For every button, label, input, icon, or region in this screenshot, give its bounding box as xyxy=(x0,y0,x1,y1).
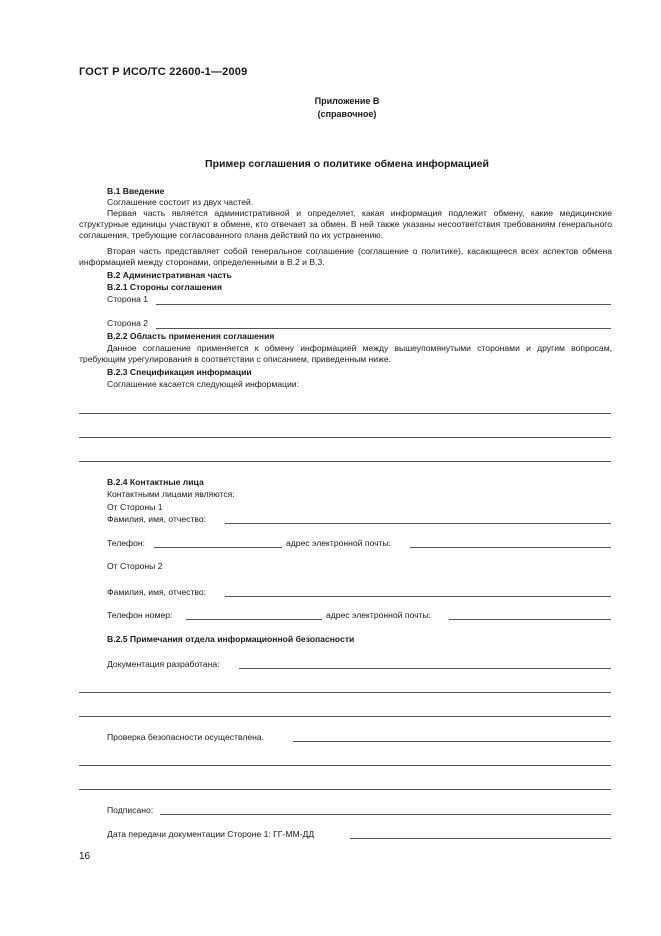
security-check-extra-line-1[interactable] xyxy=(79,765,611,766)
documentation-extra-line-2[interactable] xyxy=(79,716,611,717)
party-1-name-label: Фамилия, имя, отчество: xyxy=(107,514,207,524)
information-line-3[interactable] xyxy=(79,461,611,462)
information-line-1[interactable] xyxy=(79,413,611,414)
party-1-phone-line[interactable] xyxy=(154,547,282,548)
section-b24-heading: В.2.4 Контактные лица xyxy=(107,477,204,487)
section-b1-heading: В.1 Введение xyxy=(107,186,165,196)
party-1-phone-label: Телефон: xyxy=(107,538,146,548)
section-b1-paragraph-2: Первая часть является административной и определяет, какая информация подлежит обмену, какие медицинские структурные единицы участвуют в обмене, кто отвечает за обмен. В ней также указаны несоответствия требованиям генерального соглашения, требующие согласованного плана действий по их устранению. xyxy=(79,208,612,240)
security-check-line[interactable] xyxy=(293,741,611,742)
section-b25-heading: В.2.5 Примечания отдела информационной безопасности xyxy=(107,634,355,644)
transfer-date-line[interactable] xyxy=(350,838,611,839)
party-2-email-line[interactable] xyxy=(449,619,611,620)
party-1-label: Сторона 1 xyxy=(107,294,149,304)
appendix-title: Приложение В xyxy=(314,96,380,106)
security-check-extra-line-2[interactable] xyxy=(79,789,611,790)
party-2-email-label: адрес электронной почты: xyxy=(326,610,432,620)
party-2-phone-line[interactable] xyxy=(186,619,322,620)
party-2-label: Сторона 2 xyxy=(107,318,149,328)
party-1-email-label: адрес электронной почты: xyxy=(286,538,392,548)
section-b1-paragraph-3: Вторая часть представляет собой генеральное соглашение (соглашение о политике), касающееся всех аспектов обмена информацией между сторонами, определенными в В.2 и В.3. xyxy=(79,246,612,267)
information-line-2[interactable] xyxy=(79,437,611,438)
document-title: Пример соглашения о политике обмена информацией xyxy=(205,158,489,170)
contacts-intro: Контактными лицами являются: xyxy=(107,489,235,499)
party-2-name-label: Фамилия, имя, отчество: xyxy=(107,587,207,597)
signed-line[interactable] xyxy=(160,814,611,815)
section-b22-heading: В.2.2 Область применения соглашения xyxy=(107,331,275,341)
signed-label: Подписано: xyxy=(107,805,154,815)
documentation-extra-line-1[interactable] xyxy=(79,692,611,693)
party-1-line[interactable] xyxy=(156,304,611,305)
documentation-line[interactable] xyxy=(239,668,611,669)
section-b23-paragraph-1: Соглашение касается следующей информации: xyxy=(107,379,299,389)
section-b22-paragraph-1: Данное соглашение применяется к обмену информацией между вышеупомянутыми сторонами и другим вопросам, требующим урегулирования в соответствии с описанием, приведенным ниже. xyxy=(79,343,612,364)
transfer-date-label: Дата передачи документации Стороне 1: ГГ-ММ-ДД xyxy=(107,829,315,839)
section-b2-heading: В.2 Административная часть xyxy=(107,270,232,280)
party-1-contact-heading: От Стороны 1 xyxy=(107,502,163,512)
page-number: 16 xyxy=(79,851,91,862)
section-b1-paragraph-1: Соглашение состоит из двух частей. xyxy=(107,197,254,207)
appendix-type: (справочное) xyxy=(317,109,377,119)
party-1-name-line[interactable] xyxy=(225,523,611,524)
documentation-label: Документация разработана: xyxy=(107,659,220,669)
party-1-email-line[interactable] xyxy=(410,547,611,548)
party-2-line[interactable] xyxy=(156,328,611,329)
security-check-label: Проверка безопасности осуществлена. xyxy=(107,732,265,742)
document-code: ГОСТ Р ИСО/ТС 22600-1—2009 xyxy=(79,66,248,78)
party-2-contact-heading: От Стороны 2 xyxy=(107,561,163,571)
party-2-name-line[interactable] xyxy=(225,596,611,597)
section-b23-heading: В.2.3 Спецификация информации xyxy=(107,367,252,377)
party-2-phone-label: Телефон номер: xyxy=(107,610,173,620)
section-b21-heading: В.2.1 Стороны соглашения xyxy=(107,282,222,292)
